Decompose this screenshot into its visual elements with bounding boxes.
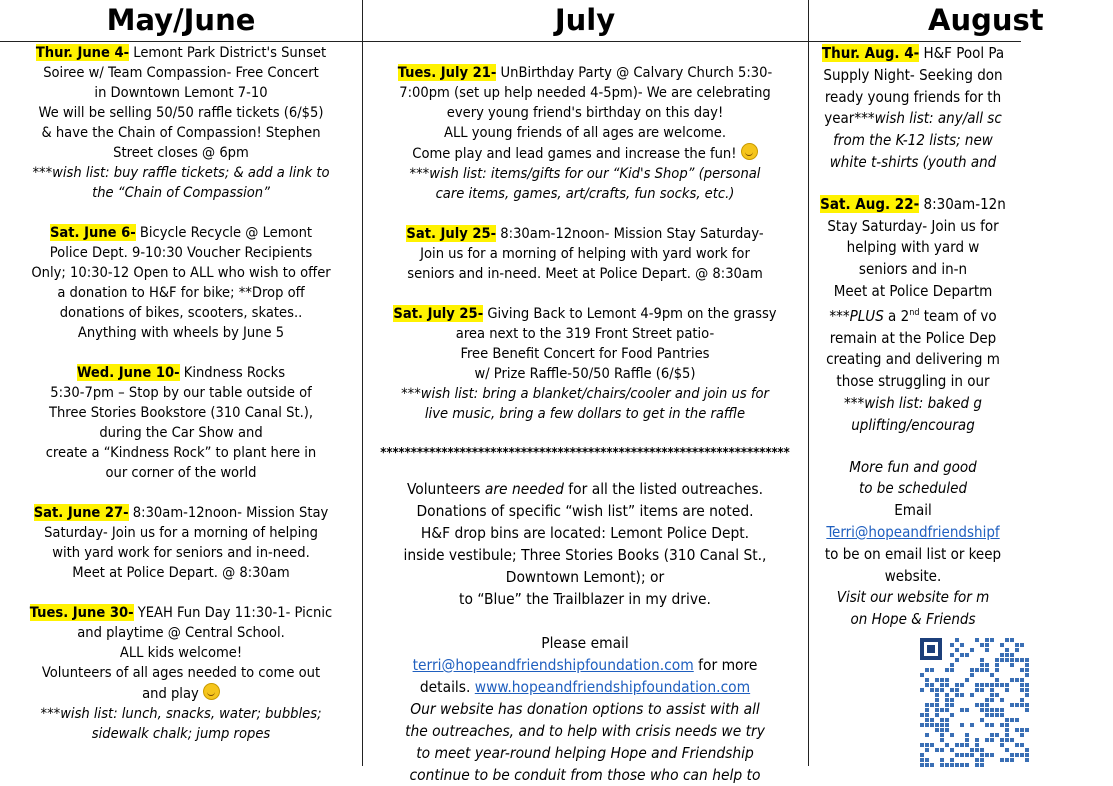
wish-list-text: from the K-12 lists; new [833, 131, 993, 150]
info-text: Donations of specific “wish list” items are noted. [416, 502, 754, 520]
event-text: Stay Saturday- Join us for [827, 216, 999, 235]
event-text: *** [829, 306, 850, 325]
event-block [0, 503, 362, 583]
event-text: during the Car Show and [99, 424, 263, 441]
wish-list-text: the “Chain of Compassion” [92, 184, 270, 201]
info-text: on Hope & Friends [850, 610, 976, 629]
event-text: a donation to H&F for bike; **Drop off [57, 284, 305, 301]
event-text: Anything with wheels by June 5 [77, 324, 285, 341]
event-text: Kindness Rocks [179, 364, 286, 381]
event-text: every young friend's birthday on this day! [446, 104, 724, 121]
event-text: ALL kids welcome! [119, 644, 243, 661]
event-text: Saturday- Join us for a morning of helping [44, 524, 318, 541]
event-date: Tues. July 21- [397, 64, 497, 81]
event-text: Supply Night- Seeking don [823, 65, 1003, 84]
email-link[interactable]: terri@hopeandfriendshipfoundation.com [412, 656, 694, 674]
info-text: inside vestibule; Three Stories Books (310 Canal St., [403, 546, 767, 564]
wish-list-text: live music, bring a few dollars to get in the raffle [424, 405, 746, 422]
event-date: Sat. June 6- [49, 224, 136, 241]
info-text: website. [884, 566, 942, 585]
event-text: 5:30-7pm – Stop by our table outside of [50, 384, 312, 401]
info-text: to meet year-round helping Hope and Friendship [416, 744, 754, 762]
event-text: Giving Back to Lemont 4-9pm on the grassy [483, 305, 777, 322]
event-block [0, 223, 362, 343]
event-text: & have the Chain of Compassion! Stephen [41, 124, 321, 141]
event-text: Meet at Police Depart. @ 8:30am [72, 564, 290, 581]
event-date: Tues. June 30- [29, 604, 134, 621]
wish-list-text: ***wish list: items/gifts for our “Kid's Shop” (personal [409, 165, 761, 182]
separator-stars: ******************************************************************* [380, 446, 790, 461]
event-text: Bicycle Recycle @ Lemont [135, 224, 313, 241]
info-text: details. [419, 678, 475, 696]
email-link[interactable]: Terri@hopeandfriendshipf [826, 522, 1000, 541]
event-text: Come play and lead games and increase the fun! [412, 145, 741, 162]
event-text: donations of bikes, scooters, skates.. [59, 304, 303, 321]
event-text: 7:00pm (set up help needed 4-5pm)- We are celebrating [399, 84, 771, 101]
wish-list-text: ***wish list: bring a blanket/chairs/cooler and join us for [401, 385, 769, 402]
event-block [713, 43, 1113, 174]
event-text: those struggling in our [836, 372, 990, 391]
wish-list-text: ***wish list: baked g [844, 393, 982, 412]
info-text: for all the listed outreaches. [563, 480, 764, 498]
event-text: creating and delivering m [826, 350, 1000, 369]
column-title: July [554, 3, 616, 37]
event-date: Sat. Aug. 22- [820, 194, 920, 213]
event-text: Soiree w/ Team Compassion- Free Concert [43, 64, 319, 81]
column-title: August [928, 3, 1044, 37]
contact-info [713, 457, 1113, 631]
event-text: PLUS [849, 306, 884, 325]
smiley-icon [203, 683, 220, 700]
event-text: area next to the 319 Front Street patio- [455, 325, 715, 342]
event-text: 8:30am-12noon- Mission Stay [128, 504, 329, 521]
event-text: UnBirthday Party @ Calvary Church 5:30- [496, 64, 773, 81]
event-text: Join us for a morning of helping with yard work for [420, 245, 750, 262]
event-text: Street closes @ 6pm [113, 144, 249, 161]
info-text: Please email [541, 634, 629, 652]
info-text: H&F drop bins are located: Lemont Police Dept. [420, 524, 750, 542]
event-text: and play [142, 685, 203, 702]
event-text: YEAH Fun Day 11:30-1- Picnic [133, 604, 333, 621]
event-text: Three Stories Bookstore (310 Canal St.), [48, 404, 314, 421]
wish-list-text: white t-shirts (youth and [829, 152, 997, 171]
info-text: Downtown Lemont); or [505, 568, 665, 586]
event-date: Thur. June 4- [35, 44, 130, 61]
event-text: Only; 10:30-12 Open to ALL who wish to offer [31, 264, 331, 281]
event-block [713, 194, 1113, 437]
event-text: nd [909, 307, 920, 318]
info-text: Visit our website for m [836, 588, 990, 607]
info-text: to “Blue” the Trailblazer in my drive. [459, 590, 711, 608]
info-text: are needed [484, 480, 564, 498]
event-date: Wed. June 10- [76, 364, 180, 381]
event-text: Free Benefit Concert for Food Pantries [460, 345, 710, 362]
event-text: with yard work for seniors and in-need. [52, 544, 310, 561]
info-text: Email [894, 501, 932, 520]
event-text: year [824, 109, 855, 128]
event-block [0, 43, 362, 203]
event-text: team of vo [919, 306, 997, 325]
wish-list-text: sidewalk chalk; jump ropes [91, 725, 271, 742]
info-text: to be on email list or keep [824, 544, 1002, 563]
info-text: continue to be conduit from those who can help to [409, 766, 761, 784]
event-block [0, 603, 362, 744]
event-text: our corner of the world [105, 464, 257, 481]
qr-code-icon[interactable] [918, 636, 1028, 766]
info-text: to be scheduled [858, 479, 968, 498]
info-text: for more [693, 656, 758, 674]
event-text: Volunteers of all ages needed to come out [41, 664, 321, 681]
event-text: Lemont Park District's Sunset [129, 44, 327, 61]
website-link[interactable]: www.hopeandfriendshipfoundation.com [474, 678, 751, 696]
event-text: w/ Prize Raffle-50/50 Raffle (6/$5) [474, 365, 696, 382]
info-text: Our website has donation options to assist with all [410, 700, 760, 718]
event-date: Thur. Aug. 4- [821, 44, 920, 62]
info-text: the outreaches, and to help with crisis needs we try [405, 722, 765, 740]
column-may-june [0, 0, 362, 766]
wish-list-text: uplifting/encourag [851, 415, 975, 434]
event-text: We will be selling 50/50 raffle tickets (6/$5) [38, 104, 324, 121]
event-block [0, 363, 362, 483]
event-text: seniors and in-need. Meet at Police Depart. @ 8:30am [407, 265, 763, 282]
wish-list-text: ***wish list: lunch, snacks, water; bubbles; [40, 705, 322, 722]
event-text: and playtime @ Central School. [77, 624, 285, 641]
wish-list-text: ***wish list: buy raffle tickets; & add a link to [32, 164, 330, 181]
info-text: More fun and good [849, 457, 977, 476]
event-text: 8:30am-12noon- Mission Stay Saturday- [496, 225, 764, 242]
event-text: ready young friends for th [824, 87, 1002, 106]
column-title: May/June [106, 3, 256, 37]
info-text: Volunteers [406, 480, 485, 498]
event-text: in Downtown Lemont 7-10 [94, 84, 268, 101]
event-text: helping with yard w [846, 238, 980, 257]
event-date: Sat. July 25- [406, 225, 497, 242]
wish-list-text: ***wish list: any/all sc [854, 109, 1002, 128]
event-text: ALL young friends of all ages are welcome. [443, 124, 727, 141]
event-text: H&F Pool Pa [919, 44, 1005, 62]
event-text: a 2 [883, 306, 910, 325]
wish-list-text: care items, games, art/crafts, fun socks, etc.) [435, 185, 735, 202]
event-text: remain at the Police Dep [829, 328, 997, 347]
event-date: Sat. July 25- [393, 305, 484, 322]
event-text: Meet at Police Departm [833, 281, 993, 300]
event-text: seniors and in-n [858, 260, 968, 279]
event-text: create a “Kindness Rock” to plant here in [45, 444, 317, 461]
event-text: Police Dept. 9-10:30 Voucher Recipients [49, 244, 313, 261]
event-text: 8:30am-12n [919, 194, 1006, 213]
event-date: Sat. June 27- [33, 504, 129, 521]
